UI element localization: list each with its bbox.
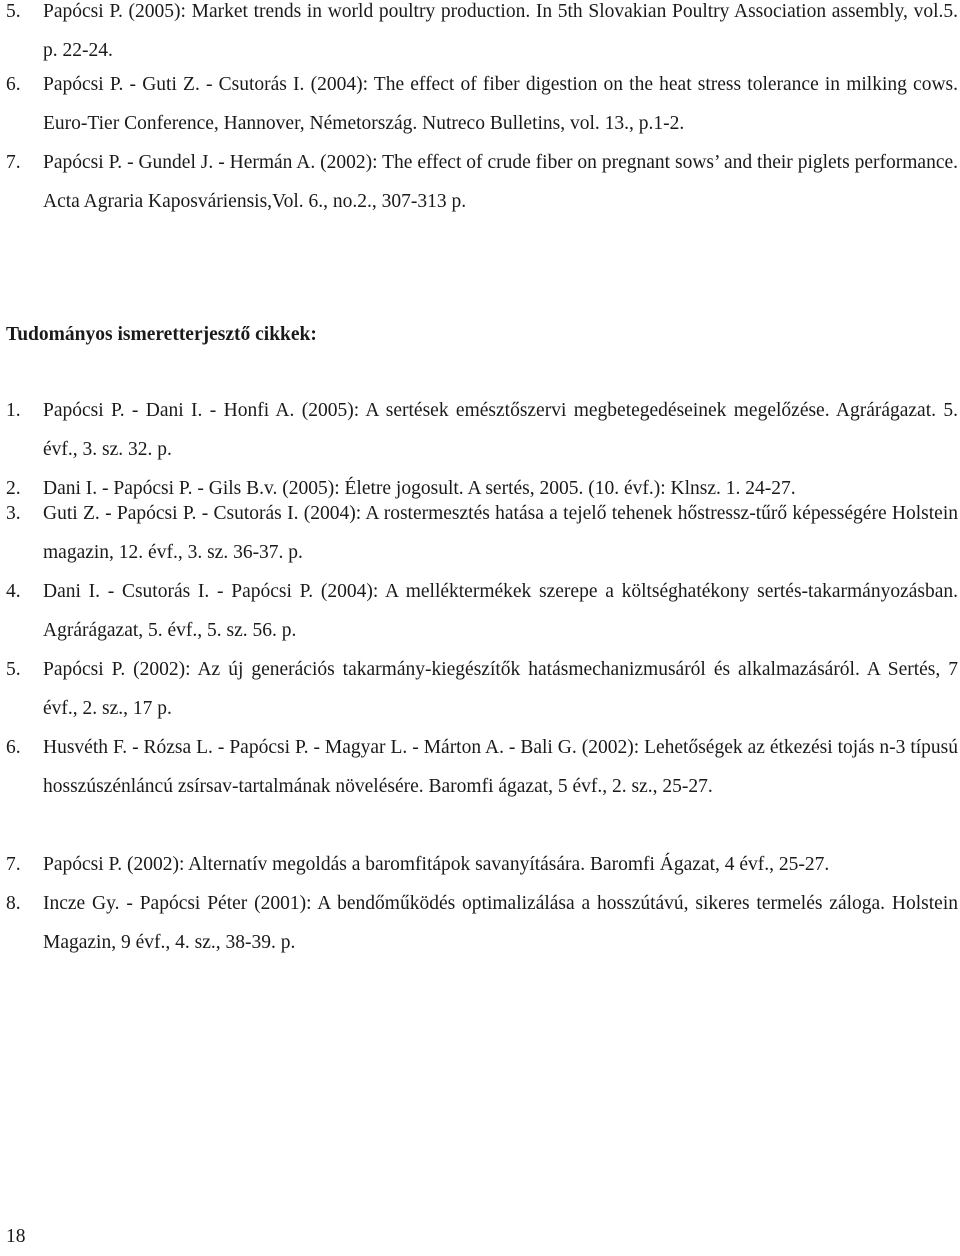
reference-entry [0,0,958,70]
reference-number: 6. [6,737,21,758]
page-number: 18 [6,1226,26,1247]
reference-entry [0,845,958,884]
reference-entry [0,494,958,572]
reference-number: 2. [6,478,21,499]
reference-number: 6. [6,74,21,95]
reference-entry [0,650,958,728]
reference-text: Papócsi P. (2005): Market trends in world poultry production. In 5th Slovakian Poultry Association assembly, vol.5. p. 22-24. [43,1,958,61]
reference-entry [0,143,958,221]
reference-number: 7. [6,854,21,875]
reference-text: Papócsi P. - Dani I. - Honfi A. (2005): A sertések emésztőszervi megbetegedéseinek megelőzése. Agrárágazat. 5. évf., 3. sz. 32. p. [43,400,958,460]
reference-text: Papócsi P. (2002): Alternatív megoldás a baromfitápok savanyítására. Baromfi Ágazat, 4 évf., 25-27. [43,854,830,875]
reference-text: Papócsi P. - Gundel J. - Hermán A. (2002): The effect of crude fiber on pregnant sows’ and their piglets performance. Acta Agraria Kaposváriensis,Vol. 6., no.2., 307-313 p. [43,152,958,212]
reference-text: Papócsi P. (2002): Az új generációs takarmány-kiegészítők hatásmechanizmusáról és alkalmazásáról. A Sertés, 7 évf., 2. sz., 17 p. [43,659,958,719]
reference-text: Papócsi P. - Guti Z. - Csutorás I. (2004): The effect of fiber digestion on the heat stress tolerance in milking cows. Euro-Tier Conference, Hannover, Németország. Nutreco Bulletins, vol. 13., p.1-2. [43,74,958,134]
section-heading: Tudományos ismeretterjesztő cikkek: [6,324,317,345]
reference-text: Husvéth F. - Rózsa L. - Papócsi P. - Magyar L. - Márton A. - Bali G. (2002): Lehetőségek az étkezési tojás n-3 típusú hosszúszénláncú zsírsav-tartalmának növelésére. Baromfi ágazat, 5 évf., 2. sz., 25-27. [43,737,958,797]
reference-text: Incze Gy. - Papócsi Péter (2001): A bendőműködés optimalizálása a hosszútávú, sikeres termelés záloga. Holstein Magazin, 9 évf., 4. sz., 38-39. p. [43,893,958,953]
reference-entry [0,65,958,143]
reference-text: Dani I. - Csutorás I. - Papócsi P. (2004): A melléktermékek szerepe a költséghatékony sertés-takarmányozásban. Agrárágazat, 5. évf., 5. sz. 56. p. [43,581,958,641]
reference-number: 5. [6,1,21,22]
reference-number: 1. [6,400,21,421]
reference-number: 5. [6,659,21,680]
reference-entry [0,728,958,806]
reference-number: 4. [6,581,21,602]
reference-number: 7. [6,152,21,173]
reference-number: 8. [6,893,21,914]
reference-number: 3. [6,503,21,524]
reference-entry [0,391,958,469]
reference-entry [0,572,958,650]
reference-text: Guti Z. - Papócsi P. - Csutorás I. (2004): A rostermesztés hatása a tejelő tehenek hőstressz-tűrő képességére Holstein magazin, 12. évf., 3. sz. 36-37. p. [43,503,958,563]
reference-text: Dani I. - Papócsi P. - Gils B.v. (2005): Életre jogosult. A sertés, 2005. (10. évf.): Klnsz. 1. 24-27. [43,478,796,499]
reference-entry [0,884,958,962]
